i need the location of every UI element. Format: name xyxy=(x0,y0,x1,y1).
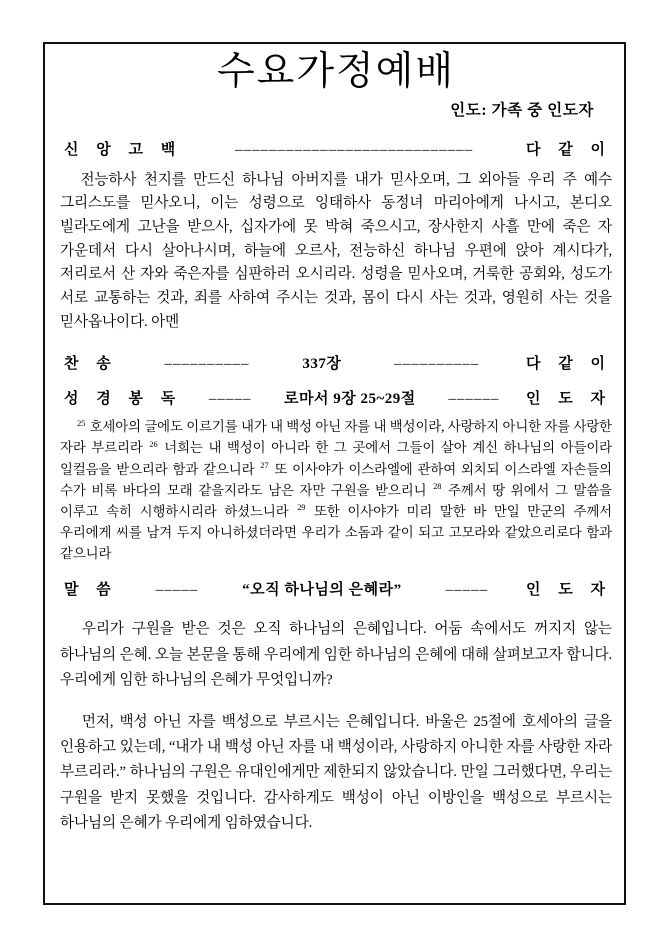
page-content xyxy=(60,50,612,836)
order-dash-left-hymn: –––––––––– xyxy=(164,356,250,373)
verse-number: 28 xyxy=(433,482,442,492)
order-row-sermon xyxy=(60,578,612,599)
order-label-scripture: 성 경 봉 독 xyxy=(64,391,183,408)
order-dash-left-sermon: ––––– xyxy=(155,582,199,599)
verse-text: 또 이사야가 이스라엘에 관하여 외치되 이스라엘 자손들의 수가 비록 바다의 모래 같을지라도 남은 자만 구원을 받으리니 xyxy=(60,461,613,498)
order-label-hymn: 찬 송 xyxy=(64,356,118,373)
hymn-number: 337장 xyxy=(302,356,342,373)
order-dash-left-confession: –––––––––––––––––––––––––––– xyxy=(235,141,474,158)
sermon-title: “오직 하나님의 은혜라” xyxy=(242,582,402,599)
creed-paragraph: 전능하사 천지를 만드신 하나님 아버지를 내가 믿사오며, 그 외아들 우리 주 예수 그리스도를 믿사오니, 이는 성령으로 잉태하사 동정녀 마리아에게 나시고, 본디오 빌라도에게 고난을 받으사, 십자가에 못 박혀 죽으시고, 장사한지 사흘 만에 죽은 자 가운데서 다시 살아나시며, 하늘에 오르사, 전능하신 하나님 우편에 앉아 계시다가, 저리로서 산 자와 죽은자를 심판하러 오시리라. 성령을 믿사오며, 거룩한 공회와, 성도가 서로 교통하는 것과, 죄를 사하여 주시는 것과, 몸이 다시 사는 것과, 영원히 사는 것을 믿사옵나이다. 아멘 xyxy=(60,171,612,330)
order-dash-right-hymn: –––––––––– xyxy=(394,356,480,373)
verse-number: 27 xyxy=(260,461,269,471)
scripture-passage-text xyxy=(60,416,612,564)
verse-number: 29 xyxy=(297,503,306,513)
order-role-hymn: 다 같 이 xyxy=(526,356,612,373)
order-row-confession xyxy=(60,138,612,159)
sermon-paragraph: 우리가 구원을 받은 것은 오직 하나님의 은혜입니다. 어둠 속에서도 꺼지지 않는 하나님의 은혜. 오늘 본문을 통해 우리에게 임한 하나님의 은혜에 대해 살펴보고자 합니다. 우리에게 임한 하나님의 은혜가 무엇입니까? xyxy=(60,621,612,689)
order-role-confession: 다 같 이 xyxy=(526,141,612,158)
order-label-sermon: 말 씀 xyxy=(64,582,118,599)
order-dash-right-scripture: –––––– xyxy=(448,391,500,408)
scripture-reference: 로마서 9장 25~29절 xyxy=(283,391,416,408)
verse-text: 호세아의 글에도 이르기를 내가 내 백성 아닌 자를 내 백성이라, 사랑하지 아니한 자를 사랑한 자라 부르리라 xyxy=(60,419,612,456)
order-row-hymn xyxy=(60,352,612,373)
leader-note: 인도: 가족 중 인도자 xyxy=(450,101,594,119)
verse-number: 25 xyxy=(77,418,86,428)
order-dash-left-scripture: ––––– xyxy=(208,391,252,408)
verse-text: 또한 이사야가 미리 말한 바 만일 만군의 주께서 우리에게 씨를 남겨 두지 아니하셨더라면 우리가 소돔과 같이 되고 고모라와 같았으리로다 함과 같으니라 xyxy=(60,503,612,562)
order-label-confession: 신 앙 고 백 xyxy=(64,141,183,158)
verse-number: 26 xyxy=(149,439,158,449)
verse-text: 너희는 내 백성이 아니라 한 그 곳에서 그들이 살아 계신 하나님의 아들이라 일컬음을 받으리라 함과 같으니라 xyxy=(60,440,612,477)
order-dash-right-sermon: ––––– xyxy=(445,582,489,599)
order-role-scripture: 인 도 자 xyxy=(526,391,612,408)
order-role-sermon: 인 도 자 xyxy=(526,582,613,599)
page-title: 수요가정예배 xyxy=(216,50,456,93)
sermon-paragraph: 먼저, 백성 아닌 자를 백성으로 부르시는 은혜입니다. 바울은 25절에 호세아의 글을 인용하고 있는데, “내가 내 백성 아닌 자를 내 백성이라, 사랑하지 아니한 자를 사랑한 자라 부르리라.” 하나님의 구원은 유대인에게만 제한되지 않았습니다. 만일 그러했다면, 우리는 구원을 받지 못했을 것입니다. 감사하게도 백성이 아닌 이방인을 백성으로 부르시는 하나님의 은혜가 우리에게 임하였습니다. xyxy=(60,713,612,832)
order-row-scripture xyxy=(60,387,612,408)
verse-text: 주께서 땅 위에서 그 말씀을 이루고 속히 시행하시리라 하셨느니라 xyxy=(60,482,612,519)
